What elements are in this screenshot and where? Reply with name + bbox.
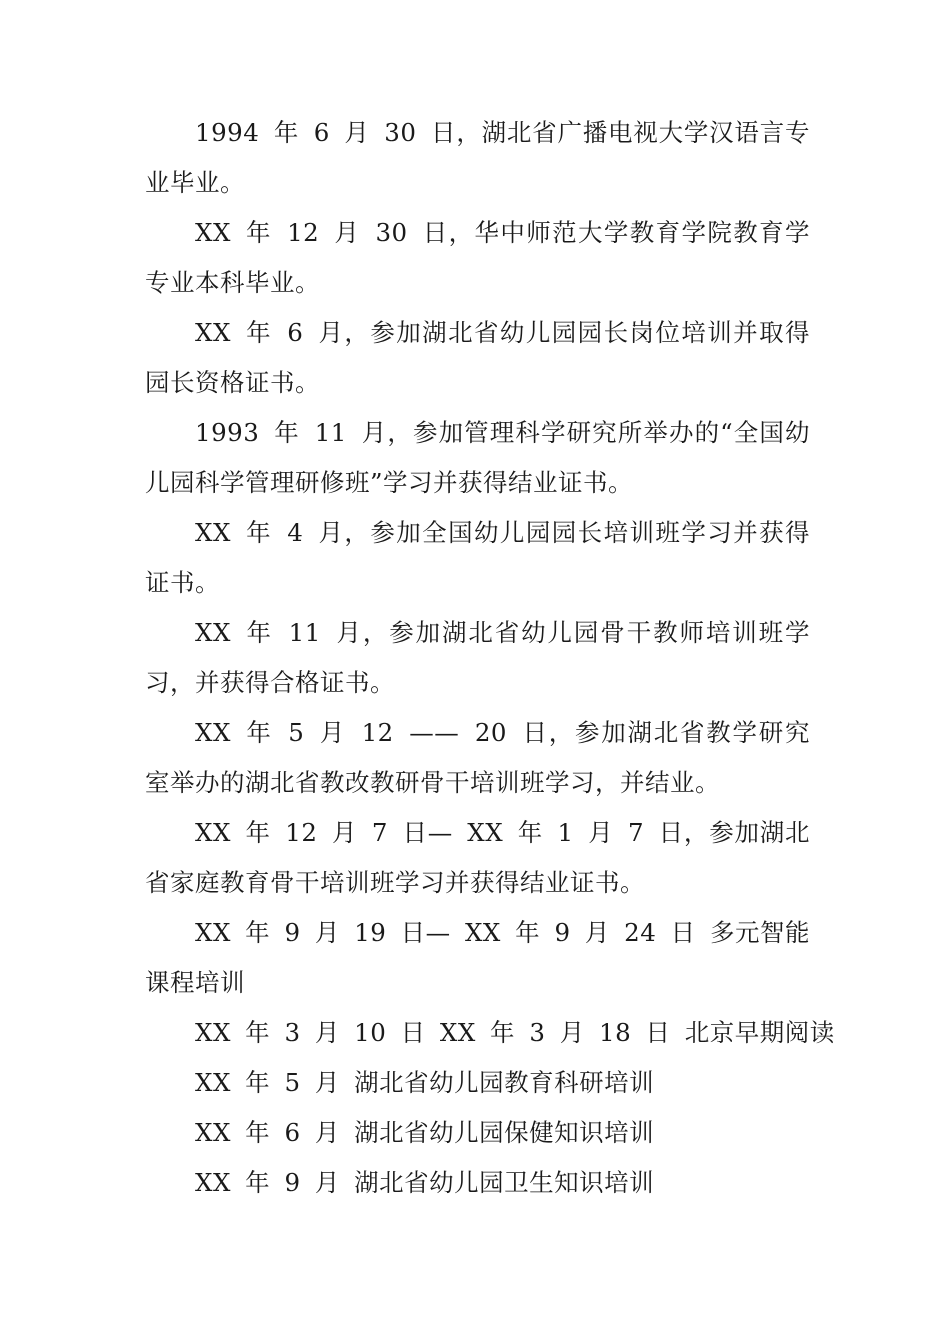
document-body (145, 108, 835, 1208)
paragraph-10: XX 年 3 月 10 日 XX 年 3 月 18 日 北京早期阅读 (195, 1018, 835, 1047)
paragraph-13: XX 年 9 月 湖北省幼儿园卫生知识培训 (195, 1168, 655, 1197)
paragraph-8: XX 年 12 月 7 日— XX 年 1 月 7 日，参加湖北省家庭教育骨干培训班学习并获得结业证书。 (145, 818, 810, 897)
paragraph-12: XX 年 6 月 湖北省幼儿园保健知识培训 (195, 1118, 655, 1147)
paragraph-4: 1993 年 11 月，参加管理科学研究所举办的“全国幼儿园科学管理研修班”学习并获得结业证书。 (145, 418, 810, 497)
paragraph-9: XX 年 9 月 19 日— XX 年 9 月 24 日 多元智能课程培训 (145, 918, 810, 997)
paragraph-2: XX 年 12 月 30 日，华中师范大学教育学院教育学专业本科毕业。 (145, 218, 810, 297)
paragraph-3: XX 年 6 月，参加湖北省幼儿园园长岗位培训并取得园长资格证书。 (145, 318, 810, 397)
paragraph-7: XX 年 5 月 12 —— 20 日，参加湖北省教学研究室举办的湖北省教改教研骨干培训班学习，并结业。 (145, 718, 810, 797)
paragraph-5: XX 年 4 月，参加全国幼儿园园长培训班学习并获得证书。 (145, 518, 810, 597)
paragraph-6: XX 年 11 月，参加湖北省幼儿园骨干教师培训班学习，并获得合格证书。 (145, 618, 810, 697)
paragraph-11: XX 年 5 月 湖北省幼儿园教育科研培训 (195, 1068, 655, 1097)
paragraph-1: 1994 年 6 月 30 日，湖北省广播电视大学汉语言专业毕业。 (145, 118, 810, 197)
